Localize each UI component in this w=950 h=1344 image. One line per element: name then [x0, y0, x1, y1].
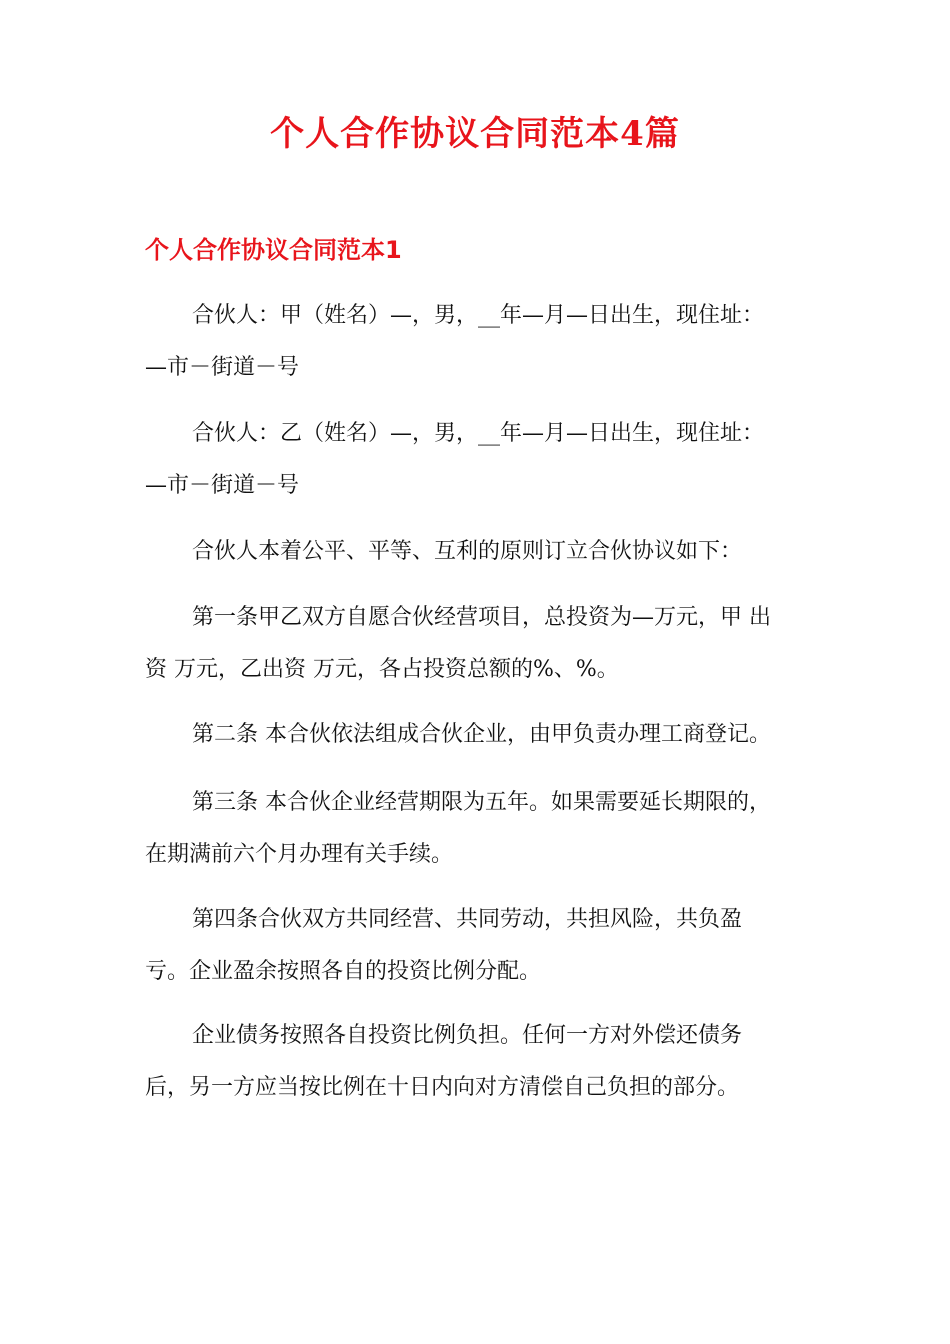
paragraph-line: 亏。企业盈余按照各自的投资比例分配。: [145, 959, 542, 984]
document-title: 个人合作协议合同范本4篇: [270, 114, 680, 154]
paragraph-line: 合伙人：乙（姓名）—，男，__年—月—日出生，现住址：: [192, 421, 765, 446]
paragraph-debts: [145, 1010, 815, 1114]
paragraph-line: 第三条 本合伙企业经营期限为五年。如果需要延长期限的，: [192, 790, 771, 815]
paragraph-article-1: [145, 592, 815, 696]
paragraph-partner-a: [145, 290, 815, 394]
paragraph-partner-b: [145, 408, 815, 512]
paragraph-line: 企业债务按照各自投资比例负担。任何一方对外偿还债务: [192, 1023, 743, 1048]
paragraph-intro: [145, 526, 815, 578]
paragraph-line: 后，另一方应当按比例在十日内向对方清偿自己负担的部分。: [145, 1075, 740, 1100]
paragraph-line: —市－街道－号: [145, 355, 300, 380]
paragraph-line: 资 万元，乙出资 万元，各占投资总额的%、%。: [145, 657, 619, 682]
paragraph-line: 合伙人：甲（姓名）—，男，__年—月—日出生，现住址：: [192, 303, 765, 328]
paragraph-line: 在期满前六个月办理有关手续。: [145, 842, 454, 867]
paragraph-line: 合伙人本着公平、平等、互利的原则订立合伙协议如下：: [192, 539, 743, 564]
paragraph-line: 第二条 本合伙依法组成合伙企业，由甲负责办理工商登记。: [192, 722, 771, 747]
paragraph-line: 第一条甲乙双方自愿合伙经营项目，总投资为—万元，甲 出: [192, 605, 771, 630]
paragraph-article-2: [145, 709, 815, 761]
paragraph-article-3: [145, 777, 815, 881]
paragraph-line: 第四条合伙双方共同经营、共同劳动，共担风险，共负盈: [192, 907, 743, 932]
section-title: 个人合作协议合同范本1: [145, 236, 402, 264]
paragraph-article-4: [145, 894, 815, 998]
paragraph-line: —市－街道－号: [145, 473, 300, 498]
